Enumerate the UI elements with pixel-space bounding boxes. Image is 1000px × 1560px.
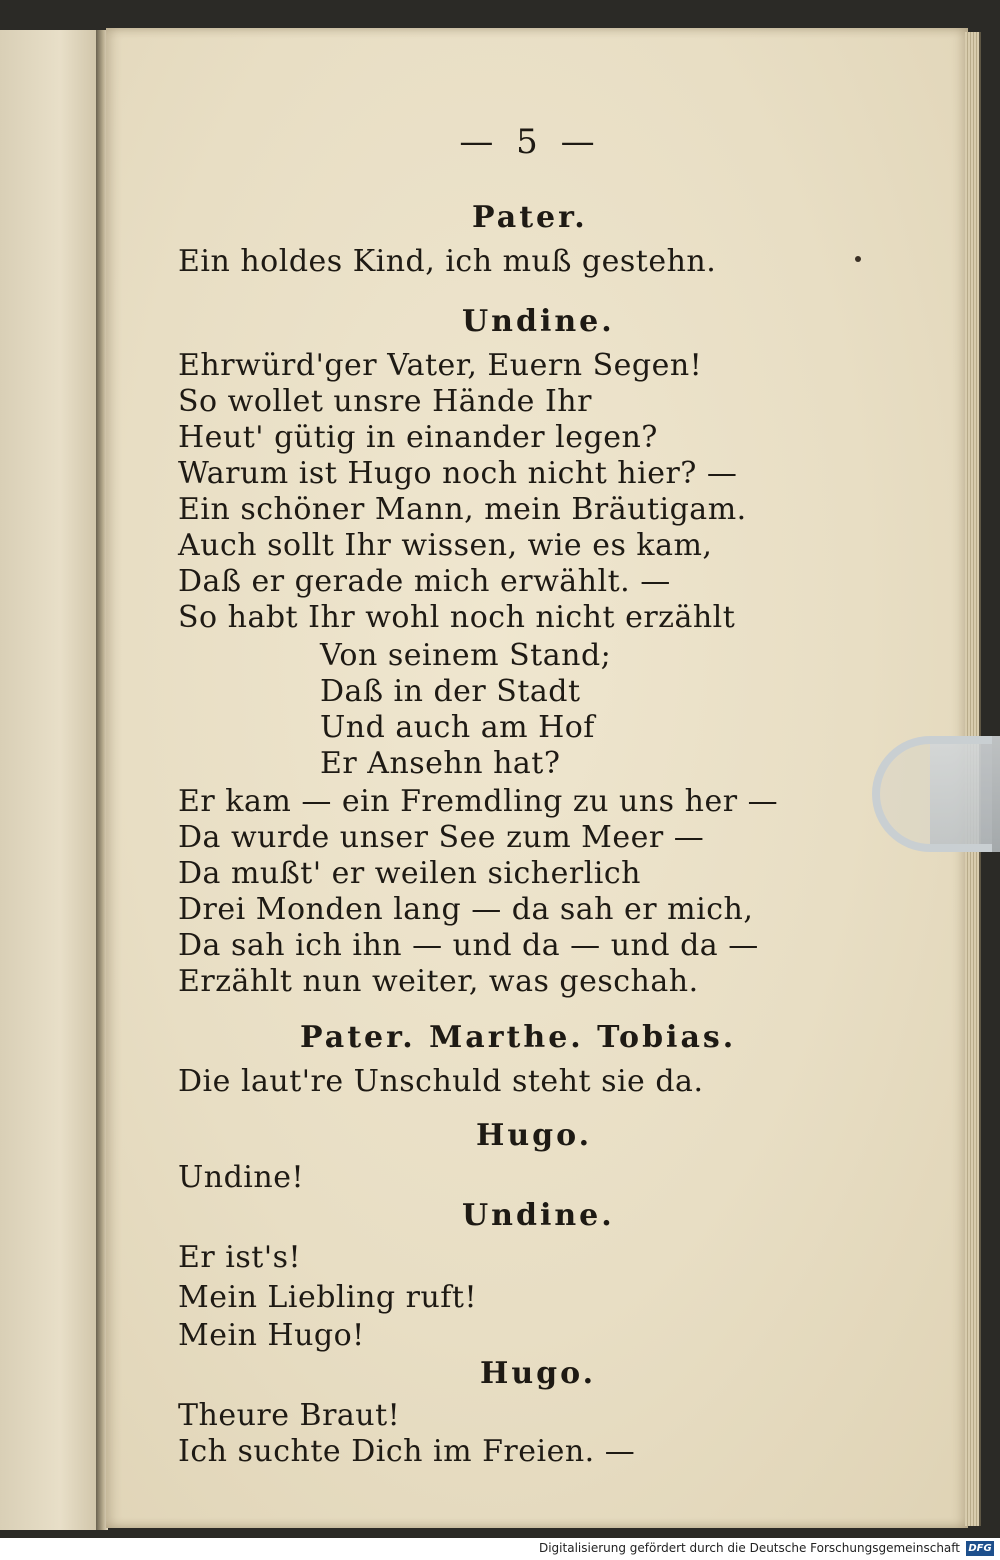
speaker-label: Pater. Marthe. Tobias.	[300, 1020, 737, 1055]
verse-line: Ein schöner Mann, mein Bräutigam.	[178, 492, 747, 527]
verse-line: Ich suchte Dich im Freien. —	[178, 1434, 636, 1469]
verse-line: Undine!	[178, 1160, 305, 1195]
verse-line: Mein Hugo!	[178, 1318, 365, 1353]
speaker-label: Undine.	[462, 1198, 615, 1233]
speaker-label: Pater.	[472, 200, 588, 235]
verse-line-indented: Und auch am Hof	[320, 710, 595, 745]
verse-line: Ehrwürd'ger Vater, Euern Segen!	[178, 348, 703, 383]
verse-line: Die laut're Unschuld steht sie da.	[178, 1064, 704, 1099]
dfg-logo: DFG	[966, 1541, 994, 1556]
verse-line-indented: Von seinem Stand;	[320, 638, 612, 673]
verse-line: Theure Braut!	[178, 1398, 401, 1433]
verse-line: Ein holdes Kind, ich muß gestehn.	[178, 244, 717, 279]
verse-line: Da sah ich ihn — und da — und da —	[178, 928, 759, 963]
verse-line: Drei Monden lang — da sah er mich,	[178, 892, 754, 927]
verse-line: Mein Liebling ruft!	[178, 1280, 478, 1315]
verse-line: Warum ist Hugo noch nicht hier? —	[178, 456, 738, 491]
speaker-label: Hugo.	[476, 1118, 593, 1153]
speaker-label: Undine.	[462, 304, 615, 339]
verse-line: Er ist's!	[178, 1240, 302, 1275]
verse-line: So habt Ihr wohl noch nicht erzählt	[178, 600, 736, 635]
verse-line: Erzählt nun weiter, was geschah.	[178, 964, 699, 999]
footer-bar	[0, 1538, 1000, 1560]
verse-line: Da mußt' er weilen sicherlich	[178, 856, 642, 891]
verse-line: Er kam — ein Fremdling zu uns her —	[178, 784, 779, 819]
verse-line: Auch sollt Ihr wissen, wie es kam,	[178, 528, 713, 563]
verse-line: Da wurde unser See zum Meer —	[178, 820, 705, 855]
verse-line: Daß er gerade mich erwählt. —	[178, 564, 671, 599]
facing-page-edge	[0, 30, 102, 1530]
funding-credit: Digitalisierung gefördert durch die Deutsche Forschungsgemeinschaft	[538, 1541, 960, 1555]
page-number: — 5 —	[459, 122, 601, 162]
verse-line: So wollet unsre Hände Ihr	[178, 384, 592, 419]
ink-spot	[855, 256, 861, 262]
verse-line-indented: Er Ansehn hat?	[320, 746, 561, 781]
verse-line-indented: Daß in der Stadt	[320, 674, 581, 709]
page-clip	[872, 736, 992, 852]
speaker-label: Hugo.	[480, 1356, 597, 1391]
verse-line: Heut' gütig in einander legen?	[178, 420, 658, 455]
